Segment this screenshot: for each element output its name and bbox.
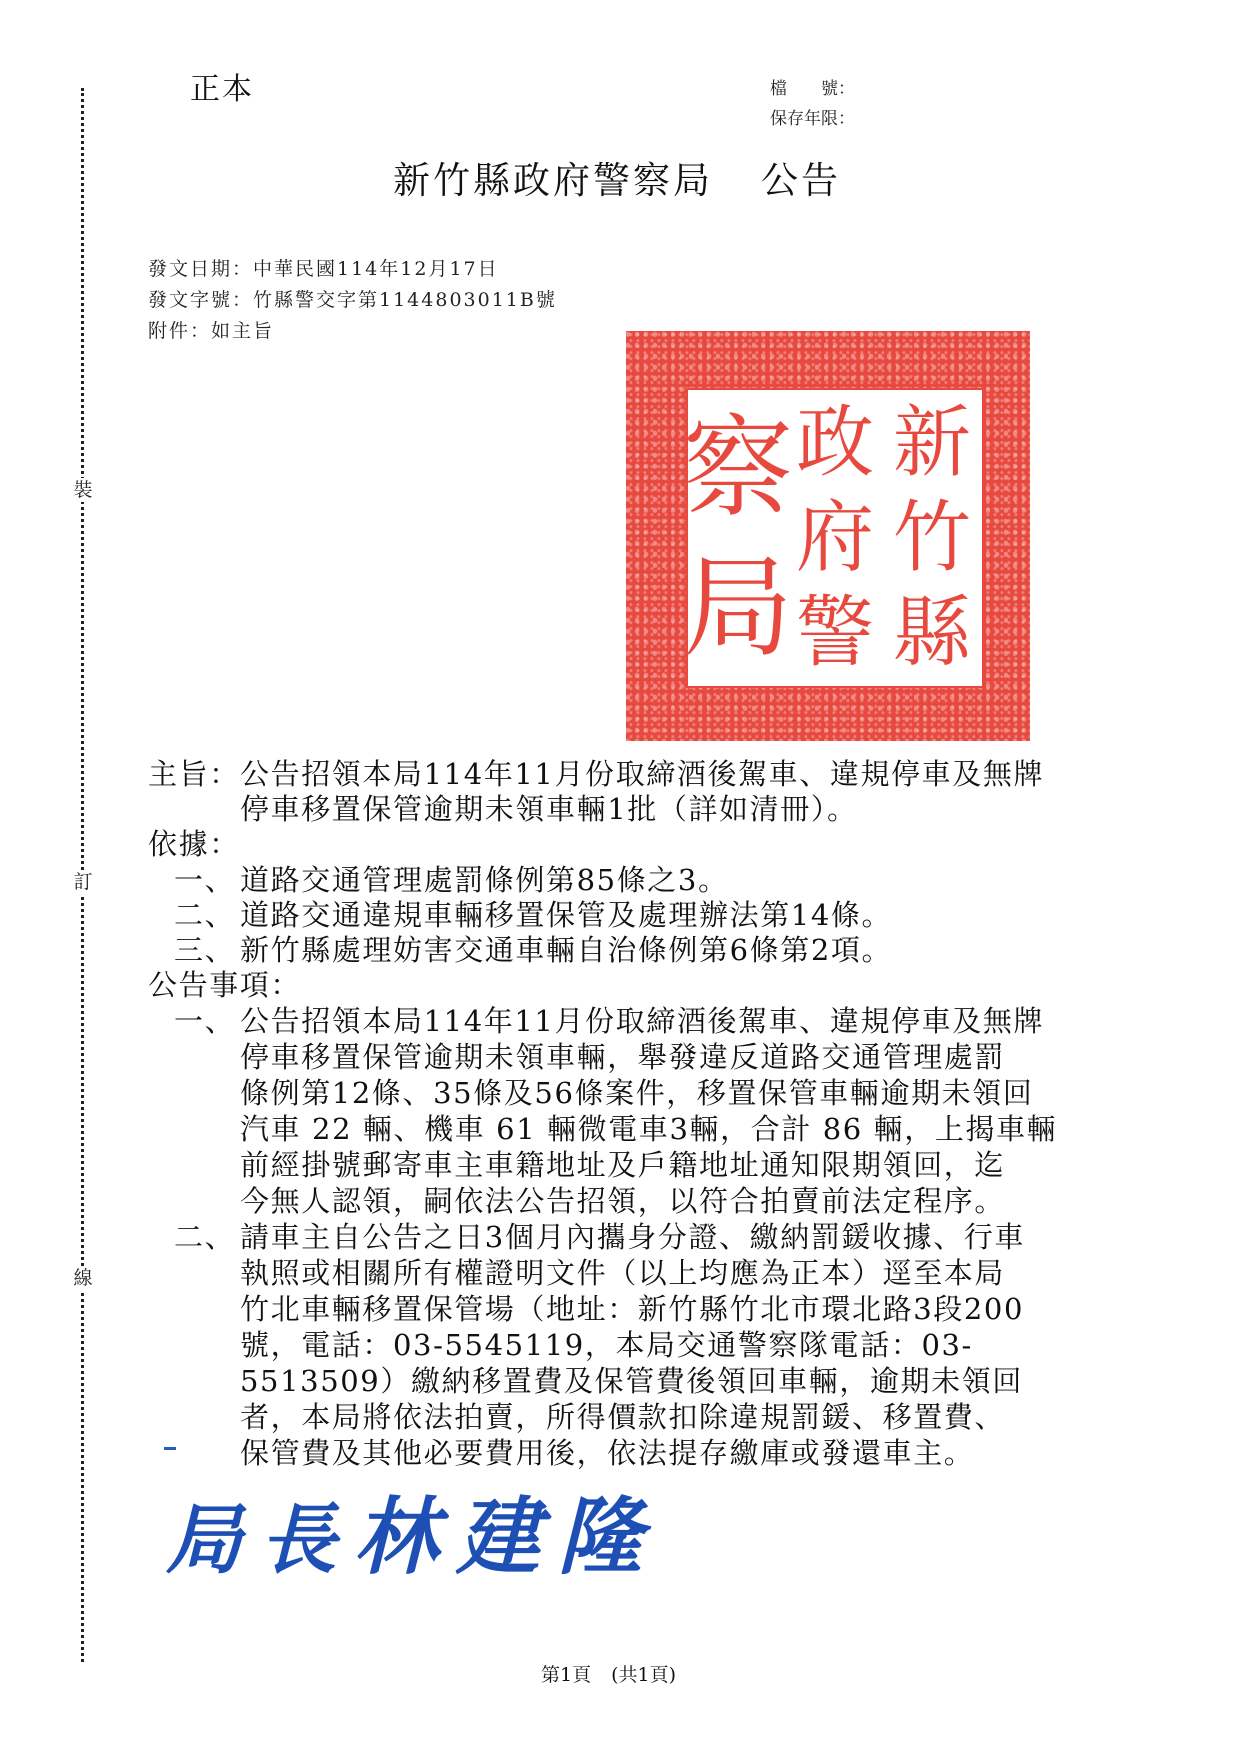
seal-char: 縣 [892,588,971,678]
file-number-label-part2: 號： [821,79,855,99]
basis-item-text: 道路交通管理處罰條例第85條之3。 [240,863,729,897]
signature-name: 林建隆 [354,1488,661,1586]
attachment-note: 附件：如主旨 [148,320,275,342]
subject-label: 主旨： [148,757,240,791]
retention-label: 保存年限： [770,109,855,129]
binding-mark-xian: 線 [70,1266,96,1290]
notice-item-line: 前經掛號郵寄車主車籍地址及戶籍地址通知限期領回，迄 [240,1148,1006,1182]
document-type: 公告 [761,159,841,202]
seal-char: 警 [795,588,874,678]
seal-char: 政 [795,398,874,488]
seal-char: 新 [892,398,971,488]
notice-item-line: 汽車 22 輛、機車 61 輛微電車3輛，合計 86 輛，上揭車輛 [240,1112,1058,1146]
basis-item-number: 二、 [174,898,236,932]
subject-line: 停車移置保管逾期未領車輛1批（詳如清冊）。 [240,792,858,826]
basis-item-number: 三、 [174,933,236,967]
signature-mark [164,1447,176,1450]
notice-item-line: 竹北車輛移置保管場（地址：新竹縣竹北市環北路3段200 [240,1292,1025,1326]
binding-mark-ding: 訂 [70,870,96,894]
notice-item-line: 號，電話：03-5545119，本局交通警察隊電話：03- [240,1328,973,1362]
notice-label: 公告事項： [148,968,302,1002]
seal-char: 竹 [892,493,971,583]
notice-item-line: 請車主自公告之日3個月內攜身分證、繳納罰鍰收據、行車 [240,1220,1026,1254]
notice-item-line: 今無人認領，嗣依法公告招領，以符合拍賣前法定程序。 [240,1184,1006,1218]
director-signature [166,1470,660,1591]
seal-column-1 [886,398,978,678]
subject-line: 公告招領本局114年11月份取締酒後駕車、違規停車及無牌 [240,757,1045,791]
copy-mark: 正本 [190,72,254,107]
basis-item-number: 一、 [174,863,236,897]
notice-item-line: 條例第12條、35條及56條案件，移置保管車輛逾期未領回 [240,1076,1034,1110]
notice-item-line: 公告招領本局114年11月份取締酒後駕車、違規停車及無牌 [240,1004,1045,1038]
issue-date: 發文日期：中華民國114年12月17日 [148,258,499,280]
seal-column-2 [789,398,881,678]
file-number-label-part1: 檔 [770,79,787,99]
seal-char: 局 [683,544,793,672]
basis-item-text: 新竹縣處理妨害交通車輛自治條例第6條第2項。 [240,933,893,967]
signature-title: 局長 [166,1495,354,1584]
file-number-label [770,74,855,99]
basis-item-text: 道路交通違規車輛移置保管及處理辦法第14條。 [240,898,893,932]
total-pages: (共1頁) [611,1664,677,1686]
seal-column-3 [683,398,793,678]
current-page: 第1頁 [541,1664,592,1686]
notice-item-line: 執照或相關所有權證明文件（以上均應為正本）逕至本局 [240,1256,1006,1290]
agency-name: 新竹縣政府警察局 [393,159,713,202]
page-number [541,1660,676,1687]
notice-item-number: 一、 [174,1004,236,1038]
seal-char: 察 [683,404,793,532]
basis-label: 依據： [148,827,240,861]
issue-number: 發文字號：竹縣警交字第1144803011B號 [148,289,557,311]
notice-item-number: 二、 [174,1220,236,1254]
notice-item-line: 5513509）繳納移置費及保管費後領回車輛，逾期未領回 [240,1364,1023,1398]
seal-inner-field [683,388,984,688]
seal-char: 府 [795,493,874,583]
notice-item-line: 保管費及其他必要費用後，依法提存繳庫或發還車主。 [240,1436,975,1470]
notice-item-line: 者，本局將依法拍賣，所得價款扣除違規罰鍰、移置費、 [240,1400,1006,1434]
binding-mark-zhuang: 裝 [70,478,96,502]
notice-item-line: 停車移置保管逾期未領車輛，舉發違反道路交通管理處罰 [240,1040,1006,1074]
official-seal [626,331,1030,741]
page-title [393,150,841,204]
